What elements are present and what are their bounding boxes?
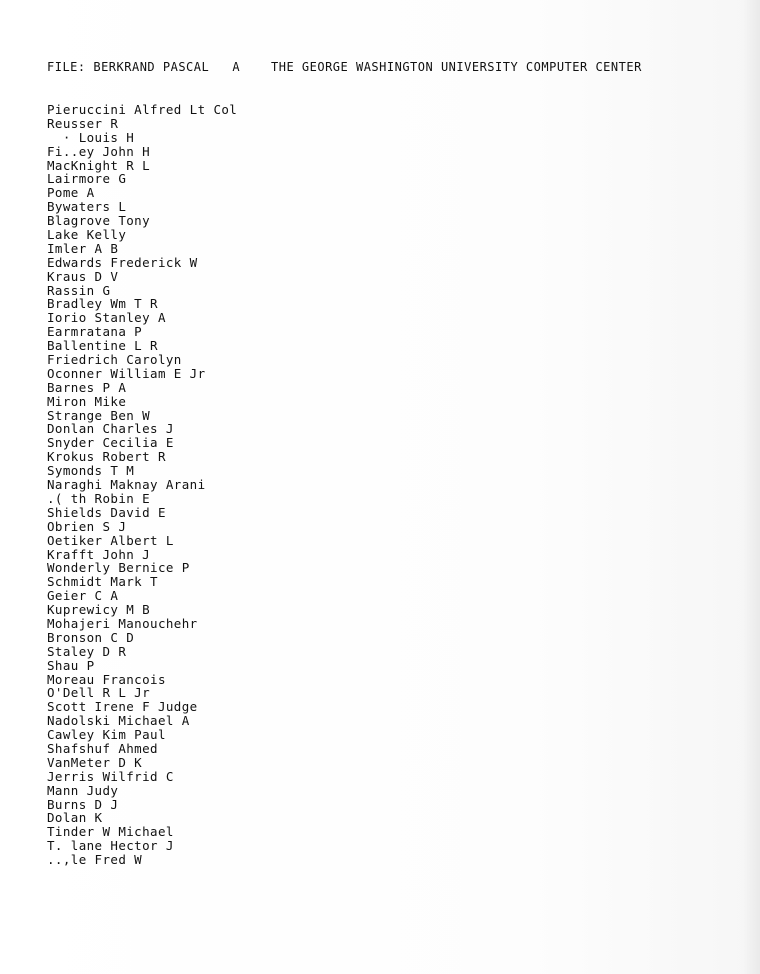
list-item: Shields David E bbox=[47, 504, 166, 520]
list-item: Lairmore G bbox=[47, 171, 127, 187]
list-item: Blagrove Tony bbox=[47, 213, 151, 229]
list-item: Shafshuf Ahmed bbox=[47, 740, 158, 756]
list-item: T. lane Hector J bbox=[47, 838, 174, 854]
list-item: Krokus Robert R bbox=[47, 449, 166, 465]
list-item: Fi..ey John H bbox=[47, 143, 151, 159]
list-item: Symonds T M bbox=[47, 463, 135, 479]
list-item: Schmidt Mark T bbox=[47, 574, 158, 590]
list-item: Burns D J bbox=[47, 796, 119, 812]
list-item: Cawley Kim Paul bbox=[47, 727, 166, 743]
list-item: Pome A bbox=[47, 185, 95, 201]
list-item: Ballentine L R bbox=[47, 338, 158, 354]
list-item: Miron Mike bbox=[47, 393, 127, 409]
list-item: .( th Robin E bbox=[47, 490, 151, 506]
list-item: Bronson C D bbox=[47, 629, 135, 645]
list-item: Staley D R bbox=[47, 643, 127, 659]
list-item: Iorio Stanley A bbox=[47, 310, 166, 326]
list-item: Dolan K bbox=[47, 810, 103, 826]
list-item: Wonderly Bernice P bbox=[47, 560, 190, 576]
file-header: FILE: BERKRAND PASCAL A THE GEORGE WASHINGTON UNIVERSITY COMPUTER CENTER bbox=[47, 60, 642, 74]
list-item: Shau P bbox=[47, 657, 95, 673]
list-item: Mann Judy bbox=[47, 782, 119, 798]
list-item: Scott Irene F Judge bbox=[47, 699, 198, 715]
list-item: O'Dell R L Jr bbox=[47, 685, 151, 701]
list-item: Snyder Cecilia E bbox=[47, 435, 174, 451]
list-item: VanMeter D K bbox=[47, 754, 143, 770]
list-item: ..,le Fred W bbox=[47, 852, 143, 868]
list-item: Friedrich Carolyn bbox=[47, 352, 182, 368]
list-item: Earmratana P bbox=[47, 324, 143, 340]
list-item: · Louis H bbox=[47, 129, 135, 145]
list-item: Bradley Wm T R bbox=[47, 296, 158, 312]
list-item: Bywaters L bbox=[47, 199, 127, 215]
list-item: Reusser R bbox=[47, 115, 119, 131]
list-item: Pieruccini Alfred Lt Col bbox=[47, 102, 238, 117]
list-item: Jerris Wilfrid C bbox=[47, 768, 174, 784]
list-item: Donlan Charles J bbox=[47, 421, 174, 437]
list-item: Krafft John J bbox=[47, 546, 151, 562]
list-item: Rassin G bbox=[47, 282, 111, 298]
list-item: Tinder W Michael bbox=[47, 824, 174, 840]
list-item: Kraus D V bbox=[47, 268, 119, 284]
list-item: Naraghi Maknay Arani bbox=[47, 477, 206, 493]
list-item: Obrien S J bbox=[47, 518, 127, 534]
page-edge-shadow bbox=[742, 0, 760, 974]
list-item: Edwards Frederick W bbox=[47, 254, 198, 270]
list-item: Strange Ben W bbox=[47, 407, 151, 423]
list-item: Mohajeri Manouchehr bbox=[47, 615, 198, 631]
list-item: Kuprewicy M B bbox=[47, 602, 151, 618]
list-item: Imler A B bbox=[47, 240, 119, 256]
name-list bbox=[47, 103, 237, 867]
list-item: Barnes P A bbox=[47, 379, 127, 395]
list-item: Oetiker Albert L bbox=[47, 532, 174, 548]
list-item: MacKnight R L bbox=[47, 157, 151, 173]
list-item: Moreau Francois bbox=[47, 671, 166, 687]
list-item: Geier C A bbox=[47, 588, 119, 604]
list-item: Nadolski Michael A bbox=[47, 713, 190, 729]
list-item: Oconner William E Jr bbox=[47, 365, 206, 381]
list-item: Lake Kelly bbox=[47, 227, 127, 243]
